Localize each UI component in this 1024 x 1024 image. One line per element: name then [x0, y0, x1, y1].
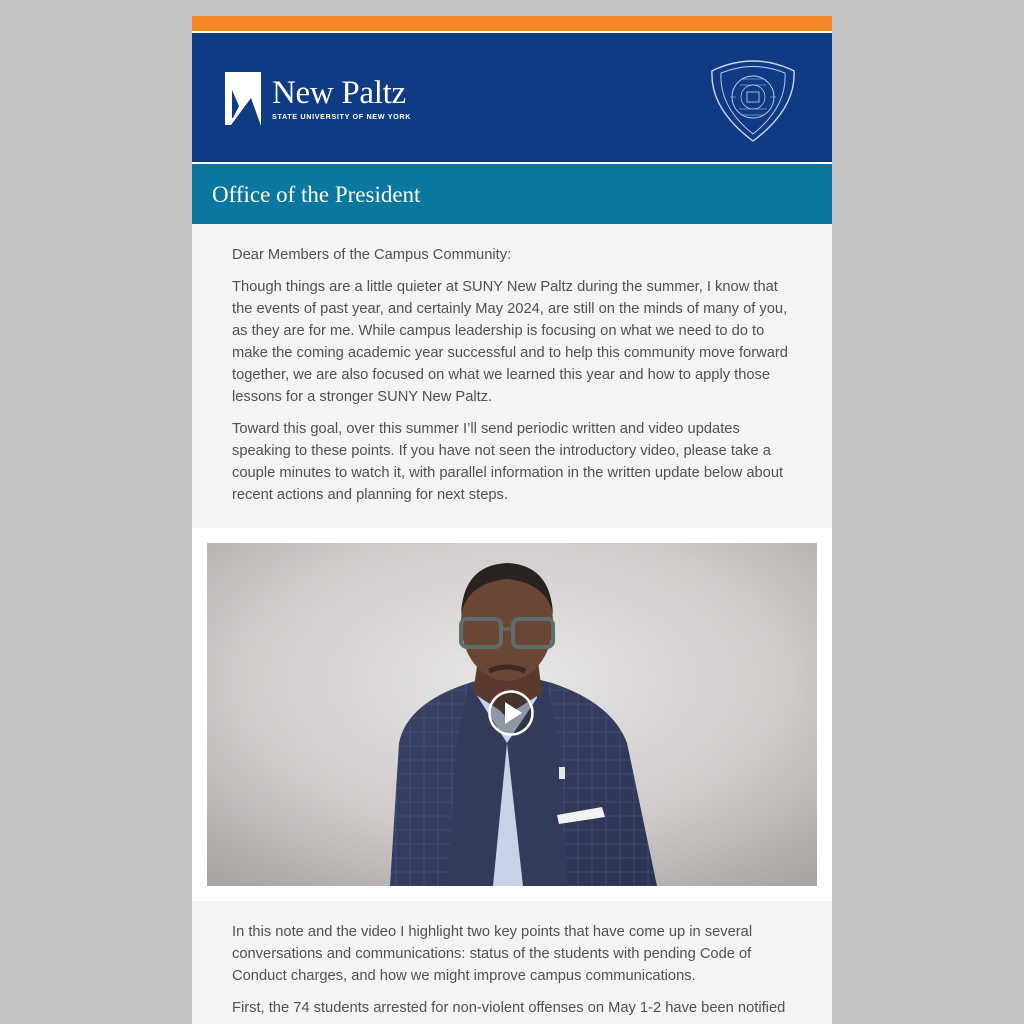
paragraph: In this note and the video I highlight two key points that have come up in several conversations and communications: status of the students with pending Code of Conduct charges, and how we might improve campus communications. — [232, 924, 753, 984]
email-container — [192, 16, 832, 1024]
letter-body — [192, 901, 832, 1019]
new-paltz-logo[interactable] — [225, 72, 411, 126]
new-paltz-mark-icon — [225, 72, 261, 126]
play-icon[interactable] — [488, 690, 534, 736]
accent-bar — [192, 16, 832, 33]
logo-name: New Paltz — [272, 75, 406, 111]
office-title: Office of the President — [192, 164, 832, 224]
brand-header — [192, 33, 832, 164]
logo-wordmark — [272, 77, 411, 121]
video-thumbnail[interactable] — [207, 543, 817, 886]
salutation: Dear Members of the Campus Community: — [232, 247, 512, 263]
university-seal-icon — [710, 57, 796, 143]
paragraph: Toward this goal, over this summer I’ll send periodic written and video updates speaking to these points. If you have not seen the introductory video, please take a couple minutes to watch it, with parallel information in the written update below about recent actions and planning for next steps. — [232, 421, 784, 503]
paragraph: First, the 74 students arrested for non-violent offenses on May 1-2 have been notified — [232, 1000, 786, 1016]
letter-intro — [192, 224, 832, 506]
logo-subtitle: STATE UNIVERSITY OF NEW YORK — [272, 112, 412, 121]
video-band — [192, 528, 832, 901]
paragraph: Though things are a little quieter at SUNY New Paltz during the summer, I know that the events of past year, and certainly May 2024, are still on the minds of many of you, as they are for me. While campus leadership is focusing on what we need to do to make the coming academic year successful and to help this community move forward together, we are also focused on what we learned this year and how to apply those lessons for a stronger SUNY New Paltz. — [232, 279, 788, 405]
